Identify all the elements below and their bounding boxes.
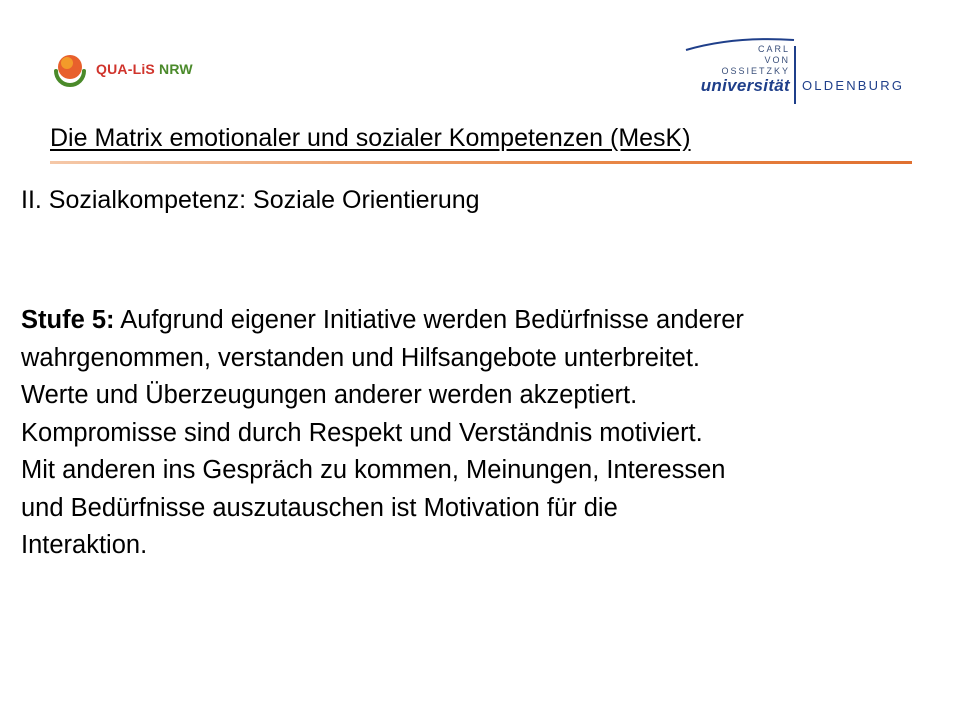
body-line bbox=[21, 302, 946, 340]
qualis-logo-text-part2: NRW bbox=[159, 61, 193, 77]
body-line: und Bedürfnisse auszutauschen ist Motivation für die bbox=[21, 493, 618, 522]
slide-body bbox=[21, 302, 946, 565]
slide-title: Die Matrix emotionaler und sozialer Kompetenzen (MesK) bbox=[50, 124, 691, 152]
body-line: Mit anderen ins Gespräch zu kommen, Meinungen, Interessen bbox=[21, 456, 726, 484]
university-logo-line2: VON bbox=[764, 55, 790, 65]
university-logo-city: OLDENBURG bbox=[802, 78, 905, 93]
qualis-logo-text bbox=[96, 61, 193, 77]
qualis-logo-text-part1: QUA-LiS bbox=[96, 61, 155, 77]
body-line: wahrgenommen, verstanden und Hilfsangebote unterbreitet. bbox=[21, 343, 700, 372]
university-logo bbox=[684, 36, 914, 106]
university-logo-line3: OSSIETZKY bbox=[721, 66, 790, 76]
body-line-text: Aufgrund eigener Initiative werden Bedürfnisse anderer bbox=[114, 306, 744, 334]
stufe-label: Stufe 5: bbox=[21, 306, 115, 334]
university-logo-line1: CARL bbox=[757, 44, 790, 54]
qualis-logo-mark-icon bbox=[50, 49, 90, 89]
body-line: Kompromisse sind durch Respekt und Verständnis motiviert. bbox=[21, 418, 703, 447]
body-line: Werte und Überzeugungen anderer werden akzeptiert. bbox=[21, 381, 638, 409]
body-line: Interaktion. bbox=[21, 531, 148, 559]
slide-subtitle: II. Sozialkompetenz: Soziale Orientierung bbox=[21, 186, 480, 214]
qualis-logo bbox=[50, 48, 193, 90]
university-logo-name: universität bbox=[700, 76, 790, 95]
title-divider bbox=[50, 161, 912, 164]
university-logo-divider bbox=[794, 46, 796, 104]
